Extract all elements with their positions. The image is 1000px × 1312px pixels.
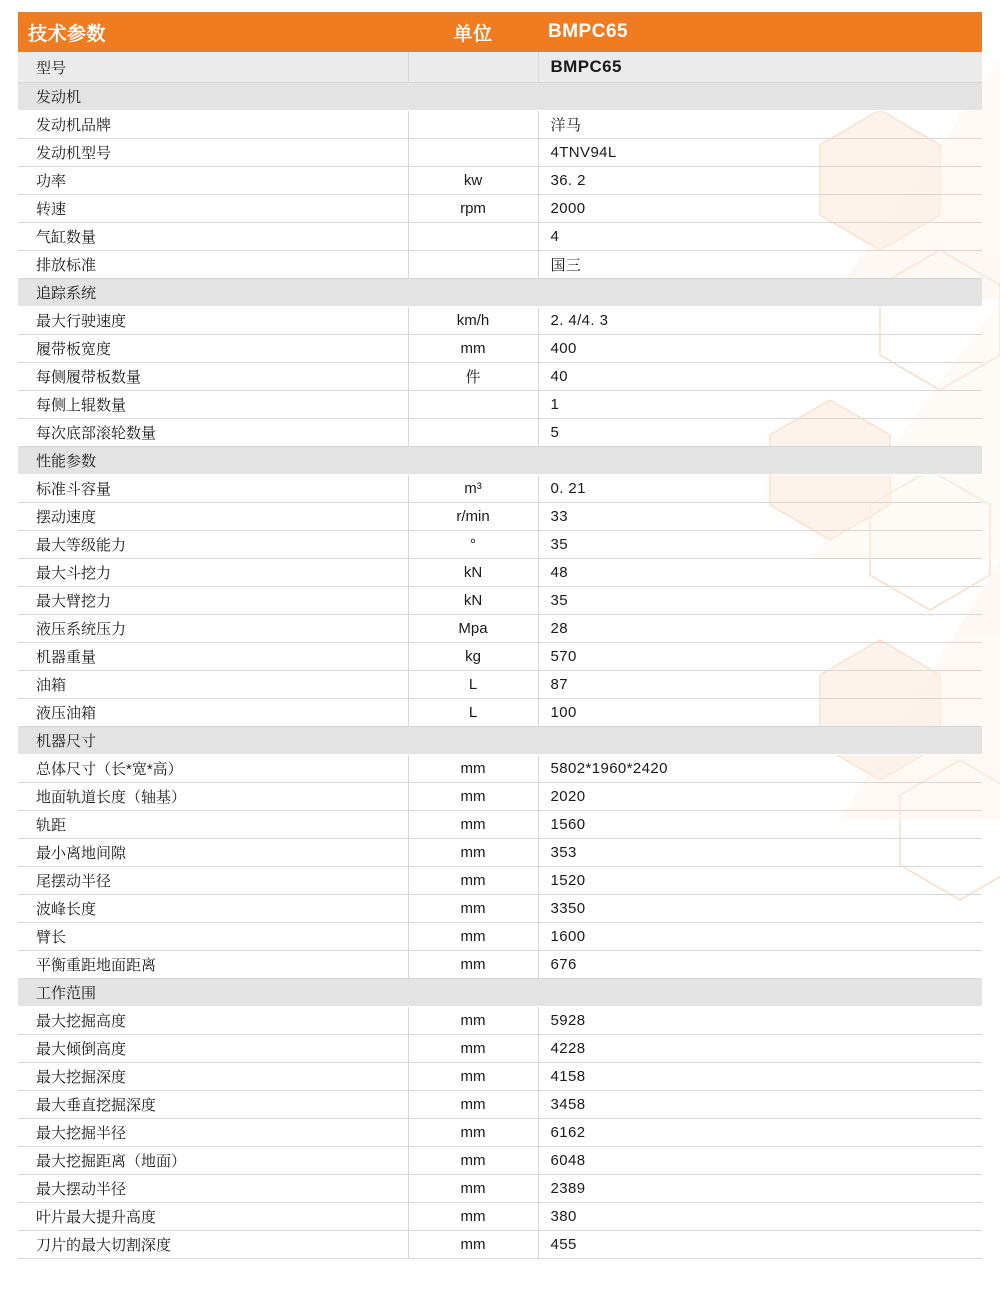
row-unit: [408, 391, 538, 419]
row-value: 洋马: [538, 111, 982, 139]
section-title: 发动机: [18, 83, 982, 111]
row-unit: mm: [408, 755, 538, 783]
table-row: [18, 1035, 982, 1063]
row-label: 最大摆动半径: [18, 1175, 408, 1203]
row-label: 最大垂直挖掘深度: [18, 1091, 408, 1119]
table-row: [18, 251, 982, 279]
row-unit: [408, 223, 538, 251]
section-title: 性能参数: [18, 447, 982, 475]
row-label: 每侧履带板数量: [18, 363, 408, 391]
row-value: 33: [538, 503, 982, 531]
table-row: [18, 615, 982, 643]
row-unit: mm: [408, 895, 538, 923]
row-label: 最大挖掘距离（地面）: [18, 1147, 408, 1175]
section-row: [18, 447, 982, 475]
table-row: [18, 223, 982, 251]
row-unit: kg: [408, 643, 538, 671]
row-label: 每次底部滚轮数量: [18, 419, 408, 447]
row-unit: °: [408, 531, 538, 559]
row-value: 1: [538, 391, 982, 419]
row-label: 功率: [18, 167, 408, 195]
row-value: 353: [538, 839, 982, 867]
row-unit: 件: [408, 363, 538, 391]
specification-table: [18, 12, 982, 1259]
row-label: 发动机型号: [18, 139, 408, 167]
row-value: 676: [538, 951, 982, 979]
row-unit: [408, 251, 538, 279]
section-row: [18, 979, 982, 1007]
table-row: [18, 195, 982, 223]
row-unit: L: [408, 699, 538, 727]
table-row: [18, 895, 982, 923]
table-row: [18, 559, 982, 587]
table-row: [18, 1231, 982, 1259]
row-label: 机器重量: [18, 643, 408, 671]
row-unit: mm: [408, 1091, 538, 1119]
table-row: [18, 699, 982, 727]
row-value: 2389: [538, 1175, 982, 1203]
table-row: [18, 363, 982, 391]
row-label: 每侧上辊数量: [18, 391, 408, 419]
row-label: 最大斗挖力: [18, 559, 408, 587]
row-value: 1560: [538, 811, 982, 839]
table-row: [18, 1007, 982, 1035]
row-value: 4158: [538, 1063, 982, 1091]
row-label: 最小离地间隙: [18, 839, 408, 867]
row-value: 100: [538, 699, 982, 727]
row-value: 455: [538, 1231, 982, 1259]
table-row: [18, 111, 982, 139]
row-label: 最大倾倒高度: [18, 1035, 408, 1063]
table-row: [18, 335, 982, 363]
row-label: 轨距: [18, 811, 408, 839]
table-row: [18, 167, 982, 195]
row-value: 4228: [538, 1035, 982, 1063]
row-unit: mm: [408, 1147, 538, 1175]
row-label: 最大臂挖力: [18, 587, 408, 615]
section-row: [18, 727, 982, 755]
row-label: 油箱: [18, 671, 408, 699]
table-row: [18, 1063, 982, 1091]
row-unit: mm: [408, 839, 538, 867]
row-label: 转速: [18, 195, 408, 223]
row-unit: mm: [408, 1007, 538, 1035]
row-label: 液压系统压力: [18, 615, 408, 643]
table-row: [18, 587, 982, 615]
row-unit: mm: [408, 1035, 538, 1063]
table-header-row: [18, 12, 982, 52]
table-row: [18, 1203, 982, 1231]
row-label: 最大挖掘高度: [18, 1007, 408, 1035]
row-value: 1520: [538, 867, 982, 895]
table-row: [18, 52, 982, 83]
row-label: 最大等级能力: [18, 531, 408, 559]
row-label: 排放标准: [18, 251, 408, 279]
row-label: 气缸数量: [18, 223, 408, 251]
row-unit: mm: [408, 951, 538, 979]
row-label: 发动机品牌: [18, 111, 408, 139]
row-label: 型号: [18, 52, 408, 83]
header-model: BMPC65: [538, 12, 982, 52]
row-value: 87: [538, 671, 982, 699]
row-unit: mm: [408, 335, 538, 363]
row-value: 5928: [538, 1007, 982, 1035]
table-row: [18, 783, 982, 811]
row-value: 1600: [538, 923, 982, 951]
table-row: [18, 951, 982, 979]
table-row: [18, 475, 982, 503]
row-value: 2020: [538, 783, 982, 811]
row-value: 3458: [538, 1091, 982, 1119]
table-row: [18, 419, 982, 447]
table-row: [18, 811, 982, 839]
table-body: [18, 52, 982, 1259]
table-row: [18, 867, 982, 895]
table-row: [18, 1091, 982, 1119]
table-row: [18, 1175, 982, 1203]
row-label: 液压油箱: [18, 699, 408, 727]
table-row: [18, 139, 982, 167]
row-unit: [408, 419, 538, 447]
row-label: 标准斗容量: [18, 475, 408, 503]
row-label: 总体尺寸（长*宽*高）: [18, 755, 408, 783]
row-unit: mm: [408, 1203, 538, 1231]
row-label: 履带板宽度: [18, 335, 408, 363]
row-value: 6162: [538, 1119, 982, 1147]
row-unit: km/h: [408, 307, 538, 335]
table-row: [18, 391, 982, 419]
row-value: 28: [538, 615, 982, 643]
row-unit: mm: [408, 783, 538, 811]
row-label: 摆动速度: [18, 503, 408, 531]
table-row: [18, 839, 982, 867]
row-value: BMPC65: [538, 52, 982, 83]
row-unit: kN: [408, 587, 538, 615]
row-value: 3350: [538, 895, 982, 923]
row-unit: mm: [408, 1119, 538, 1147]
row-value: 35: [538, 531, 982, 559]
header-parameter: 技术参数: [18, 12, 408, 52]
table-row: [18, 1119, 982, 1147]
row-value: 380: [538, 1203, 982, 1231]
section-row: [18, 279, 982, 307]
row-label: 最大挖掘半径: [18, 1119, 408, 1147]
row-unit: kw: [408, 167, 538, 195]
table-row: [18, 643, 982, 671]
row-label: 平衡重距地面距离: [18, 951, 408, 979]
row-unit: mm: [408, 1175, 538, 1203]
table-row: [18, 671, 982, 699]
row-unit: [408, 139, 538, 167]
row-label: 臂长: [18, 923, 408, 951]
row-value: 4: [538, 223, 982, 251]
row-unit: mm: [408, 1063, 538, 1091]
table-header: [18, 12, 982, 52]
row-value: 5: [538, 419, 982, 447]
row-value: 2000: [538, 195, 982, 223]
row-value: 35: [538, 587, 982, 615]
row-value: 40: [538, 363, 982, 391]
row-unit: [408, 111, 538, 139]
row-value: 6048: [538, 1147, 982, 1175]
section-title: 追踪系统: [18, 279, 982, 307]
row-value: 2. 4/4. 3: [538, 307, 982, 335]
table-row: [18, 755, 982, 783]
section-row: [18, 83, 982, 111]
table-row: [18, 923, 982, 951]
section-title: 机器尺寸: [18, 727, 982, 755]
row-label: 波峰长度: [18, 895, 408, 923]
row-unit: mm: [408, 867, 538, 895]
row-unit: Mpa: [408, 615, 538, 643]
row-label: 刀片的最大切割深度: [18, 1231, 408, 1259]
table-row: [18, 1147, 982, 1175]
row-unit: rpm: [408, 195, 538, 223]
row-value: 48: [538, 559, 982, 587]
row-label: 地面轨道长度（轴基）: [18, 783, 408, 811]
row-value: 36. 2: [538, 167, 982, 195]
row-unit: [408, 52, 538, 83]
row-label: 最大挖掘深度: [18, 1063, 408, 1091]
row-label: 尾摆动半径: [18, 867, 408, 895]
row-label: 最大行驶速度: [18, 307, 408, 335]
row-unit: mm: [408, 1231, 538, 1259]
row-value: 4TNV94L: [538, 139, 982, 167]
row-label: 叶片最大提升高度: [18, 1203, 408, 1231]
row-value: 570: [538, 643, 982, 671]
row-value: 400: [538, 335, 982, 363]
row-value: 0. 21: [538, 475, 982, 503]
row-unit: mm: [408, 811, 538, 839]
table-row: [18, 531, 982, 559]
row-value: 国三: [538, 251, 982, 279]
table-row: [18, 307, 982, 335]
row-unit: m³: [408, 475, 538, 503]
table-row: [18, 503, 982, 531]
row-unit: mm: [408, 923, 538, 951]
row-value: 5802*1960*2420: [538, 755, 982, 783]
row-unit: kN: [408, 559, 538, 587]
section-title: 工作范围: [18, 979, 982, 1007]
header-unit: 单位: [408, 12, 538, 52]
row-unit: L: [408, 671, 538, 699]
row-unit: r/min: [408, 503, 538, 531]
